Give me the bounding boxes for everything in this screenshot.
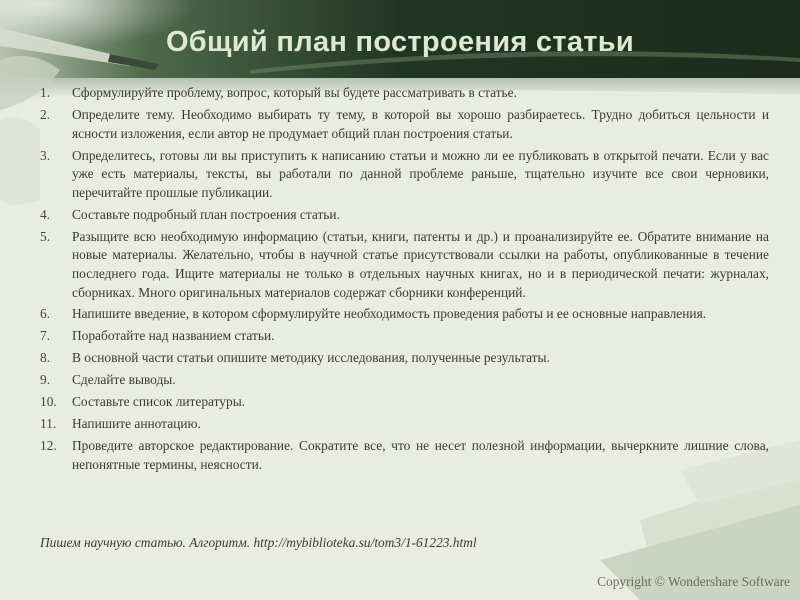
list-item bbox=[40, 147, 769, 203]
list-item bbox=[40, 106, 769, 143]
plan-steps-list bbox=[40, 84, 769, 478]
item-text: Проведите авторское редактирование. Сократите все, что не несет полезной информации, вычеркните лишние слова, непонятные термины, неясности. bbox=[72, 438, 769, 472]
source-reference: Пишем научную статью. Алгоритм. http://mybiblioteka.su/tom3/1-61223.html bbox=[40, 535, 477, 550]
item-number: 1. bbox=[40, 85, 51, 100]
item-text: Составьте подробный план построения статьи. bbox=[72, 206, 340, 222]
item-text: Напишите введение, в котором сформулируйте необходимость проведения работы и ее основные направления. bbox=[72, 306, 707, 322]
list-item bbox=[40, 349, 769, 368]
item-text: Определите тему. Необходимо выбирать ту тему, в которой вы хорошо разбираетесь. Трудно добиться цельности и ясности изложения, если автор не продумает общий план построения статьи. bbox=[72, 106, 769, 141]
item-number: 11. bbox=[40, 416, 57, 432]
item-text: Сформулируйте проблему, вопрос, который вы будете рассматривать в статье. bbox=[72, 85, 517, 100]
list-item bbox=[40, 305, 769, 324]
list-item bbox=[40, 84, 769, 103]
list-item bbox=[40, 327, 769, 346]
list-item bbox=[40, 437, 769, 474]
list-item bbox=[40, 393, 769, 412]
list-item bbox=[40, 415, 769, 434]
item-number: 9. bbox=[40, 372, 51, 388]
item-number: 3. bbox=[40, 147, 51, 163]
copyright-notice: Copyright © Wondershare Software bbox=[597, 574, 790, 589]
item-text: Напишите аннотацию. bbox=[72, 416, 201, 432]
item-text: Поработайте над названием статьи. bbox=[72, 328, 275, 344]
item-number: 6. bbox=[40, 306, 51, 322]
item-text: Сделайте выводы. bbox=[72, 372, 176, 388]
item-number: 10. bbox=[40, 394, 57, 410]
item-text: Составьте список литературы. bbox=[72, 394, 246, 410]
item-number: 2. bbox=[40, 106, 51, 122]
item-number: 8. bbox=[40, 350, 51, 366]
item-text: В основной части статьи опишите методику исследования, полученные результаты. bbox=[72, 350, 550, 366]
list-item bbox=[40, 228, 769, 302]
list-item bbox=[40, 206, 769, 225]
slide-title: Общий план построения статьи bbox=[165, 26, 635, 58]
item-number: 5. bbox=[40, 228, 51, 244]
list-item bbox=[40, 371, 769, 390]
item-text: Разыщите всю необходимую информацию (статьи, книги, патенты и др.) и проанализируйте ее. Обратите внимание на новые материалы. Желательно, чтобы в научной статье присутствовали ссылки на работы, опубликованные в течение последнего года. Ищите материалы не только в отдельных научных книгах, но и в периодической печати: журналах, сборниках. Много оригинальных материалов содержат сборники конференций. bbox=[72, 228, 769, 300]
item-text: Определитесь, готовы ли вы приступить к написанию статьи и можно ли ее публиковать в открытой печати. Если у вас уже есть материалы, тексты, вы работали по данной проблеме раньше, тщательно изучите все свои черновики, перечитайте прошлые публикации. bbox=[72, 147, 769, 200]
item-number: 4. bbox=[40, 206, 51, 222]
item-number: 7. bbox=[40, 328, 51, 344]
item-number: 12. bbox=[40, 438, 57, 454]
